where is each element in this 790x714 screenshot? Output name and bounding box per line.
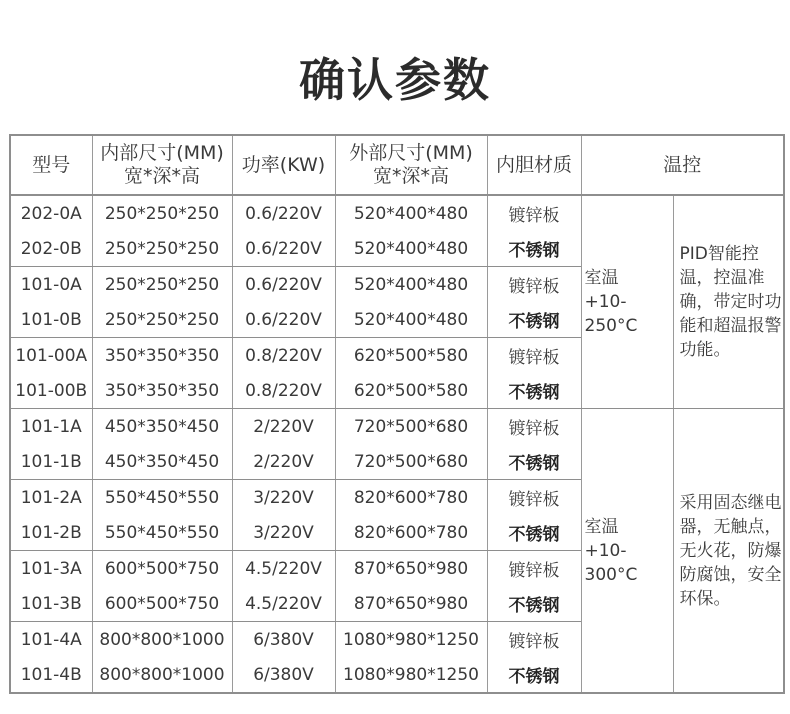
model-cell: 202-0A	[10, 195, 92, 231]
power-cell: 3/220V	[232, 480, 335, 516]
temp-range-value: +10-300°C	[584, 540, 638, 585]
header-model: 型号	[10, 135, 92, 195]
inner-size-cell: 350*350*350	[92, 373, 232, 409]
outer-size-cell: 1080*980*1250	[335, 622, 487, 658]
material-cell: 不锈钢	[487, 586, 581, 622]
outer-size-cell: 870*650*980	[335, 551, 487, 587]
inner-size-cell: 250*250*250	[92, 195, 232, 231]
material-cell: 镀锌板	[487, 267, 581, 303]
material-cell: 镀锌板	[487, 480, 581, 516]
model-cell: 101-0B	[10, 302, 92, 338]
inner-size-cell: 450*350*450	[92, 444, 232, 480]
header-temp-control: 温控	[581, 135, 784, 195]
outer-size-cell: 720*500*680	[335, 409, 487, 445]
model-cell: 101-1B	[10, 444, 92, 480]
outer-size-cell: 720*500*680	[335, 444, 487, 480]
outer-size-cell: 820*600*780	[335, 515, 487, 551]
power-cell: 6/380V	[232, 622, 335, 658]
model-cell: 101-4B	[10, 657, 92, 693]
header-power: 功率(KW)	[232, 135, 335, 195]
power-cell: 6/380V	[232, 657, 335, 693]
material-cell: 镀锌板	[487, 622, 581, 658]
material-cell: 不锈钢	[487, 302, 581, 338]
header-inner-size-line1: 内部尺寸(MM)	[100, 142, 224, 164]
material-cell: 不锈钢	[487, 231, 581, 267]
outer-size-cell: 1080*980*1250	[335, 657, 487, 693]
outer-size-cell: 520*400*480	[335, 302, 487, 338]
model-cell: 101-3A	[10, 551, 92, 587]
inner-size-cell: 600*500*750	[92, 586, 232, 622]
temp-range-value: +10-250°C	[584, 292, 638, 336]
power-cell: 4.5/220V	[232, 586, 335, 622]
inner-size-cell: 350*350*350	[92, 338, 232, 374]
model-cell: 101-00B	[10, 373, 92, 409]
power-cell: 4.5/220V	[232, 551, 335, 587]
table-row	[10, 409, 784, 445]
model-cell: 101-0A	[10, 267, 92, 303]
spec-table	[9, 134, 785, 694]
temp-range-label: 室温	[584, 268, 619, 288]
power-cell: 0.6/220V	[232, 231, 335, 267]
inner-size-cell: 600*500*750	[92, 551, 232, 587]
header-outer-size-line2: 宽*深*高	[372, 165, 449, 187]
inner-size-cell: 250*250*250	[92, 231, 232, 267]
power-cell: 2/220V	[232, 409, 335, 445]
power-cell: 0.8/220V	[232, 338, 335, 374]
header-outer-size	[335, 135, 487, 195]
model-cell: 101-1A	[10, 409, 92, 445]
header-outer-size-line1: 外部尺寸(MM)	[349, 142, 473, 164]
outer-size-cell: 620*500*580	[335, 338, 487, 374]
header-inner-size	[92, 135, 232, 195]
inner-size-cell: 250*250*250	[92, 267, 232, 303]
material-cell: 镀锌板	[487, 195, 581, 231]
power-cell: 0.8/220V	[232, 373, 335, 409]
material-cell: 镀锌板	[487, 409, 581, 445]
header-row	[10, 135, 784, 195]
inner-size-cell: 800*800*1000	[92, 657, 232, 693]
model-cell: 101-2A	[10, 480, 92, 516]
header-liner-material: 内胆材质	[487, 135, 581, 195]
page-title: 确认参数	[299, 53, 491, 107]
material-cell: 不锈钢	[487, 373, 581, 409]
power-cell: 3/220V	[232, 515, 335, 551]
model-cell: 202-0B	[10, 231, 92, 267]
inner-size-cell: 450*350*450	[92, 409, 232, 445]
control-note-cell: 采用固态继电器，无触点，无火花，防爆防腐蚀，安全环保。	[673, 409, 784, 694]
power-cell: 0.6/220V	[232, 195, 335, 231]
power-cell: 0.6/220V	[232, 302, 335, 338]
power-cell: 2/220V	[232, 444, 335, 480]
inner-size-cell: 550*450*550	[92, 515, 232, 551]
material-cell: 镀锌板	[487, 551, 581, 587]
model-cell: 101-2B	[10, 515, 92, 551]
temp-range-cell	[581, 409, 673, 694]
outer-size-cell: 520*400*480	[335, 267, 487, 303]
material-cell: 不锈钢	[487, 657, 581, 693]
outer-size-cell: 620*500*580	[335, 373, 487, 409]
outer-size-cell: 520*400*480	[335, 195, 487, 231]
inner-size-cell: 800*800*1000	[92, 622, 232, 658]
inner-size-cell: 250*250*250	[92, 302, 232, 338]
material-cell: 不锈钢	[487, 515, 581, 551]
outer-size-cell: 870*650*980	[335, 586, 487, 622]
header-inner-size-line2: 宽*深*高	[123, 165, 200, 187]
power-cell: 0.6/220V	[232, 267, 335, 303]
model-cell: 101-00A	[10, 338, 92, 374]
temp-range-label: 室温	[584, 516, 619, 537]
model-cell: 101-3B	[10, 586, 92, 622]
material-cell: 不锈钢	[487, 444, 581, 480]
table-row	[10, 195, 784, 231]
model-cell: 101-4A	[10, 622, 92, 658]
outer-size-cell: 520*400*480	[335, 231, 487, 267]
inner-size-cell: 550*450*550	[92, 480, 232, 516]
material-cell: 镀锌板	[487, 338, 581, 374]
control-note-cell: PID智能控温，控温准确，带定时功能和超温报警功能。	[673, 195, 784, 409]
temp-range-cell	[581, 195, 673, 409]
outer-size-cell: 820*600*780	[335, 480, 487, 516]
